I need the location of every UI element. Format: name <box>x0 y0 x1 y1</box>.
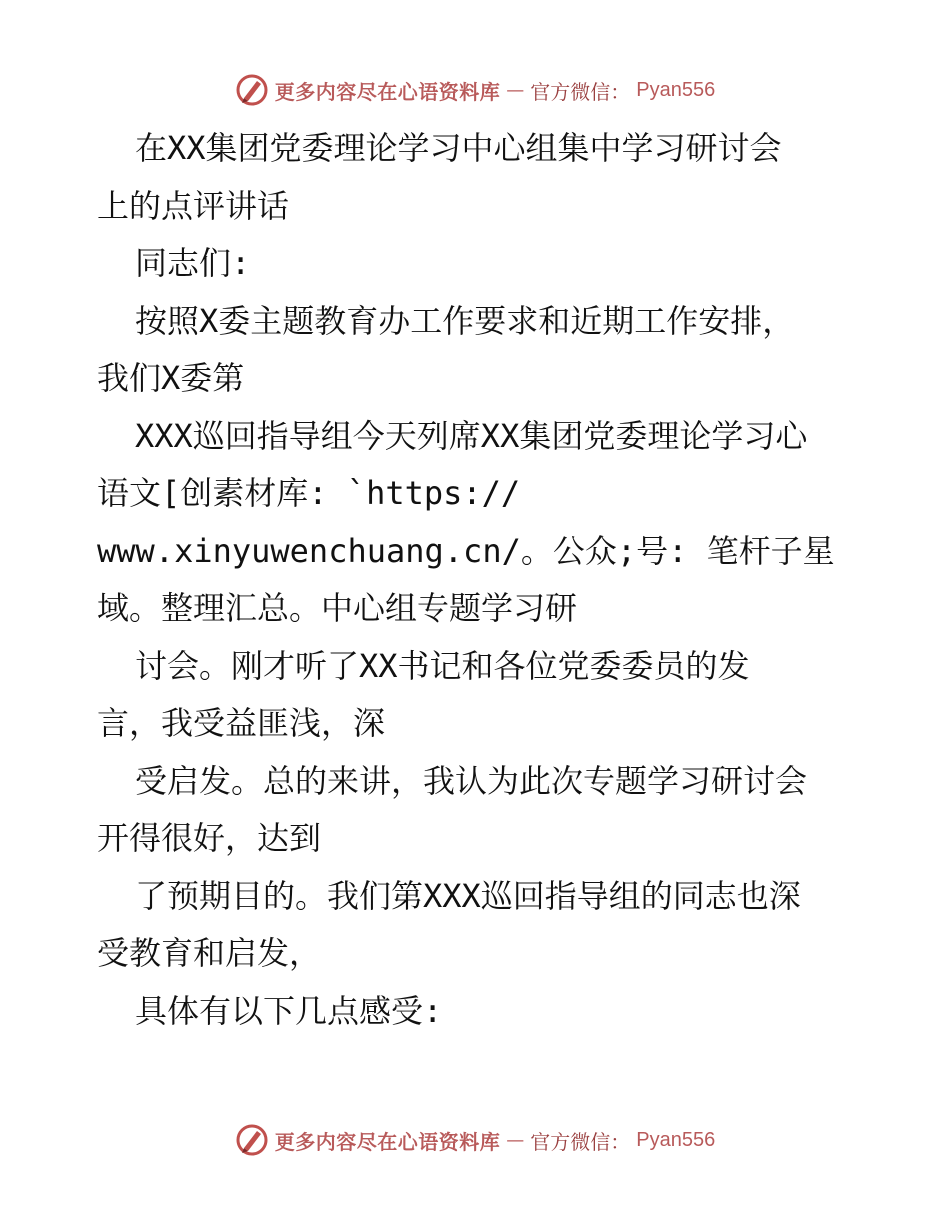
banner-text: 更多内容尽在心语资料库 <box>274 1129 501 1154</box>
body-line: 受教育和启发， <box>97 934 322 972</box>
footer-banner <box>0 1120 950 1160</box>
body-line: 语文[创素材库: `https:// <box>97 474 521 512</box>
body-line: 受启发。总的来讲，我认为此次专题学习研讨会 <box>135 761 808 800</box>
body-line: 在XX集团党委理论学习中心组集中学习研讨会 <box>135 129 782 167</box>
banner-separator: — <box>506 79 525 101</box>
body-line: www.xinyuwenchuang.cn/。公众;号: 笔杆子星 <box>97 531 835 570</box>
pen-logo-icon <box>235 73 269 107</box>
body-line: 讨会。刚才听了XX书记和各位党委委员的发 <box>135 646 750 685</box>
banner-text: 更多内容尽在心语资料库 <box>274 79 501 104</box>
body-line: XXX巡回指导组今天列席XX集团党委理论学习心 <box>135 416 808 455</box>
body-line: 我们X委第 <box>97 359 245 397</box>
banner-wechat-label: 官方微信： <box>530 1129 631 1154</box>
body-line: 域。整理汇总。中心组专题学习研 <box>97 589 578 627</box>
body-line: 具体有以下几点感受: <box>135 991 443 1030</box>
pen-logo-icon <box>235 1123 269 1157</box>
body-line: 上的点评讲话 <box>97 186 290 225</box>
document-body <box>97 120 867 1040</box>
banner-wechat-id: Pyan556 <box>636 1128 716 1151</box>
header-banner <box>0 70 950 110</box>
body-line: 言，我受益匪浅，深 <box>97 704 386 742</box>
body-line: 同志们: <box>135 244 251 282</box>
banner-wechat-id: Pyan556 <box>636 78 716 101</box>
banner-wechat-label: 官方微信： <box>530 79 631 104</box>
banner-separator: — <box>506 1129 525 1151</box>
body-line: 按照X委主题教育办工作要求和近期工作安排， <box>135 301 795 340</box>
body-line: 开得很好，达到 <box>97 819 322 857</box>
body-line: 了预期目的。我们第XXX巡回指导组的同志也深 <box>135 876 801 915</box>
